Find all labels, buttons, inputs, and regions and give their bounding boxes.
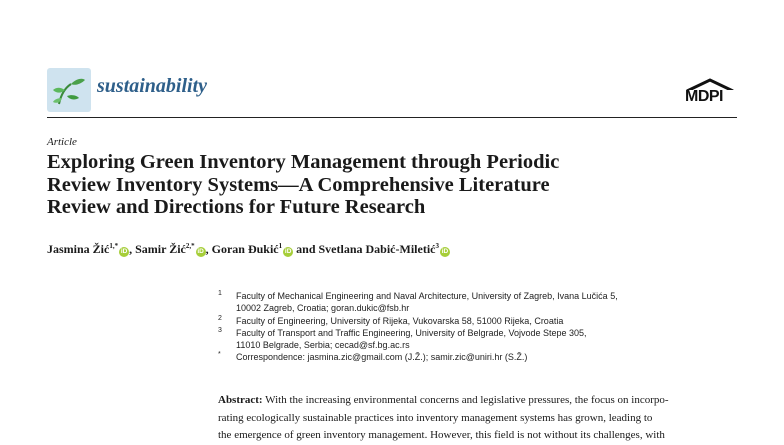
affiliation-number: * xyxy=(218,351,221,359)
affiliation-item xyxy=(218,351,738,363)
affiliation-line: Faculty of Transport and Traffic Engineering, University of Belgrade, Vojvode Stepe 305, xyxy=(236,327,587,338)
journal-logo xyxy=(47,68,91,112)
abstract-label: Abstract: xyxy=(218,394,263,406)
title-line: Review and Directions for Future Research xyxy=(47,196,426,218)
affiliation-item xyxy=(218,315,738,327)
affiliation-line: Faculty of Mechanical Engineering and Naval Architecture, University of Zagreb, Ivana Lučića 5, xyxy=(236,291,618,301)
author-separator: and xyxy=(293,242,319,256)
affiliation-line: Faculty of Engineering, University of Rijeka, Vukovarska 58, 51000 Rijeka, Croatia xyxy=(236,315,564,326)
author-affiliation-marker: 2,* xyxy=(185,242,195,250)
author-affiliation-marker: 1 xyxy=(278,242,283,250)
abstract-text: With the increasing environmental concerns and legislative pressures, the focus on incorpo- xyxy=(262,394,669,406)
article-type: Article xyxy=(47,136,77,148)
orcid-icon[interactable]: iD xyxy=(197,248,204,255)
publisher-name: MDPI xyxy=(685,88,723,105)
correspondence-line: Correspondence: jasmina.zic@gmail.com (J.Ž.); samir.zic@uniri.hr (S.Ž.) xyxy=(236,352,528,363)
abstract-line xyxy=(218,392,743,410)
affiliation-number: 3 xyxy=(218,326,222,334)
affiliation-line: 10002 Zagreb, Croatia; goran.dukic@fsb.hr xyxy=(236,303,410,314)
title-line: Review Inventory Systems—A Comprehensive Literature xyxy=(47,173,550,196)
author-name[interactable]: Samir Žić xyxy=(135,242,186,256)
authors-line xyxy=(47,242,450,257)
author-affiliation-marker: 1,* xyxy=(109,242,119,250)
orcid-icon[interactable]: iD xyxy=(284,248,292,255)
orcid-icon[interactable]: iD xyxy=(120,248,128,255)
article-title xyxy=(47,151,737,219)
author-affiliation-marker: 3 xyxy=(435,242,439,250)
affiliation-line: 11010 Belgrade, Serbia; cecad@sf.bg.ac.rs xyxy=(236,340,410,351)
affiliations-list xyxy=(218,290,738,364)
journal-logo-icon xyxy=(47,68,91,112)
header-divider xyxy=(47,117,737,118)
affiliation-item xyxy=(218,290,738,315)
affiliation-number: 2 xyxy=(218,314,222,322)
publisher-logo xyxy=(683,77,738,107)
title-line: Exploring Green Inventory Management through Periodic xyxy=(47,151,560,173)
orcid-icon[interactable]: iD xyxy=(441,248,449,255)
abstract-line: rating ecologically sustainable practices into inventory management systems has grown, leading to xyxy=(218,411,653,424)
author-name[interactable]: Svetlana Dabić-Miletić xyxy=(318,242,436,256)
abstract-line: the emergence of green inventory management. However, this field is not without its challenges, with xyxy=(218,429,665,441)
author-name[interactable]: Jasmina Žić xyxy=(47,242,110,256)
author-separator: , xyxy=(205,242,212,256)
affiliation-number: 1 xyxy=(218,290,222,297)
author-name[interactable]: Goran Đukić xyxy=(211,242,279,256)
journal-name: sustainability xyxy=(97,75,208,97)
abstract xyxy=(218,392,743,445)
author-separator: , xyxy=(129,242,136,256)
affiliation-item xyxy=(218,327,738,352)
